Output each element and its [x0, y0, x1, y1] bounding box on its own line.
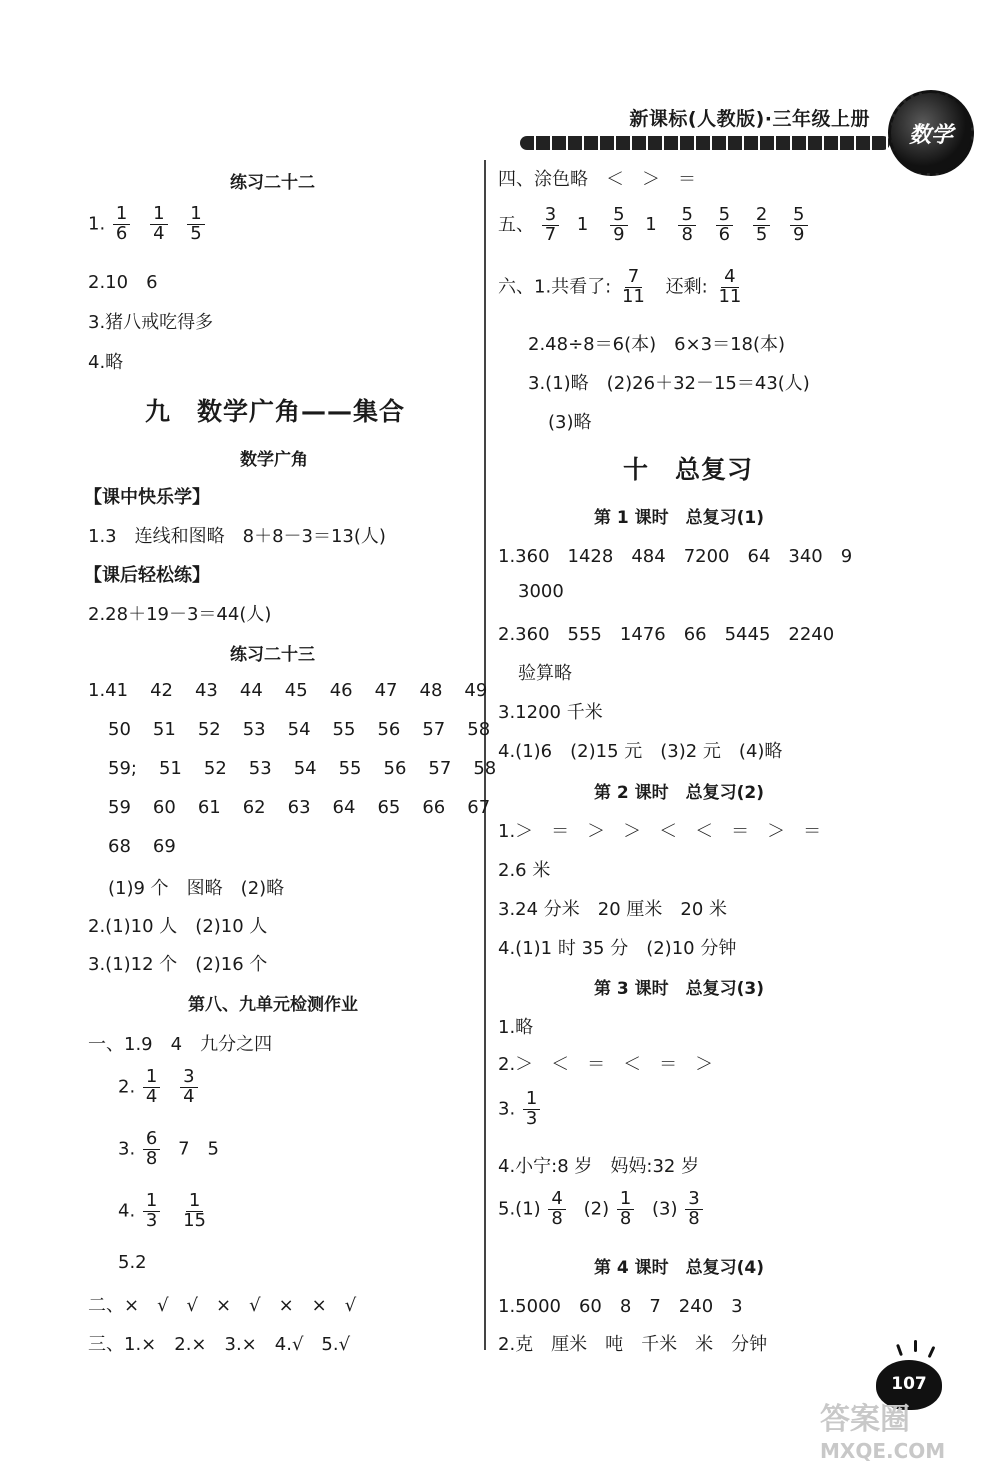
- numerator: 2: [753, 206, 770, 226]
- number-cell: 53: [242, 719, 266, 740]
- fraction: [790, 206, 807, 245]
- denominator: 8: [551, 1207, 563, 1229]
- fraction: [716, 206, 733, 245]
- test-part1-line-1: 一、1.9 4 九分之四: [88, 1034, 273, 1055]
- lesson-1-title: 第 1 课时 总复习(1): [594, 508, 765, 528]
- number-cell: 54: [287, 719, 311, 740]
- number-cell: 68: [108, 836, 131, 857]
- lesson2-line-4: 4.(1)1 时 35 分 (2)10 分钟: [498, 938, 737, 959]
- line-prefix: 六、1.共看了:: [498, 276, 612, 298]
- number-cell: 55: [332, 719, 356, 740]
- fraction: [150, 205, 167, 244]
- numerator: 1: [113, 205, 130, 225]
- number-cell: 49: [464, 680, 488, 701]
- line-prefix: 3.: [118, 1138, 136, 1160]
- number-cell: 56: [383, 758, 407, 779]
- ex22-line-1: [88, 205, 217, 244]
- fraction: [619, 268, 648, 307]
- numerator: 1: [523, 1090, 540, 1110]
- fraction: [143, 1068, 160, 1107]
- after-class-label: 【课后轻松练】: [84, 565, 210, 586]
- part6-line-2: 2.48÷8＝6(本) 6×3＝18(本): [528, 334, 786, 355]
- denominator: 5: [190, 222, 202, 244]
- part4-line: 四、涂色略 ＜ ＞ ＝: [498, 169, 696, 190]
- watermark: [820, 1402, 995, 1463]
- number-cell: 1: [645, 214, 657, 236]
- part6-line-3: 3.(1)略 (2)26＋32－15＝43(人): [528, 373, 810, 394]
- ray-mark: [914, 1340, 917, 1352]
- fraction: [610, 206, 627, 245]
- lesson1-line-2b: 验算略: [518, 663, 572, 684]
- number-cell: 59: [108, 797, 131, 818]
- denominator: 3: [525, 1107, 538, 1129]
- test-part2: 二、× √ √ × √ × × √: [88, 1295, 357, 1316]
- fraction: [187, 205, 204, 244]
- denominator: 8: [145, 1147, 158, 1169]
- numerator: 6: [143, 1130, 160, 1150]
- denominator: 8: [681, 223, 693, 245]
- fraction: [143, 1130, 160, 1169]
- number-cell: 60: [152, 797, 176, 818]
- numerator: 3: [180, 1068, 197, 1088]
- lesson3-line-2: 2.＞ ＜ ＝ ＜ ＝ ＞: [498, 1054, 714, 1075]
- denominator: 5: [755, 223, 768, 245]
- number-cell: 67: [467, 797, 491, 818]
- numerator: 1: [186, 1192, 203, 1212]
- section-title-unit-test: 第八、九单元检测作业: [188, 995, 358, 1015]
- line-prefix: (2): [583, 1198, 610, 1220]
- number-cell: 53: [248, 758, 272, 779]
- lesson3-line-3: [498, 1090, 552, 1129]
- number-cell: 42: [150, 680, 173, 701]
- number-cell: 51: [158, 758, 182, 779]
- lesson3-line-4: 4.小宁:8 岁 妈妈:32 岁: [498, 1156, 700, 1177]
- numerator: 7: [625, 268, 642, 288]
- denominator: 11: [718, 285, 742, 307]
- denominator: 7: [544, 223, 557, 245]
- denominator: 4: [145, 1085, 158, 1107]
- fraction: [548, 1190, 565, 1229]
- ex23-line-2: 2.(1)10 人 (2)10 人: [88, 916, 268, 937]
- numerator: 4: [721, 268, 738, 288]
- lesson-3-title: 第 3 课时 总复习(3): [594, 979, 765, 999]
- numerator: 3: [542, 206, 559, 226]
- number-cell: 43: [194, 680, 218, 701]
- number-cell: 1: [576, 214, 589, 236]
- test-part1-line-4: [118, 1192, 221, 1231]
- numerator: 1: [150, 205, 167, 225]
- fraction: [715, 268, 744, 307]
- number-cell: 59;: [108, 758, 137, 779]
- line-mid: 还剩:: [665, 276, 708, 298]
- number-cell: 50: [108, 719, 131, 740]
- lesson2-line-3: 3.24 分米 20 厘米 20 米: [498, 899, 728, 920]
- ex23-row-1: [88, 680, 509, 701]
- ex23-row-3: [108, 758, 518, 779]
- lesson1-line-1b: 3000: [518, 581, 564, 602]
- subject-badge-label: 数学: [908, 122, 953, 148]
- in-class-line-1: 1.3 连线和图略 8＋8－3＝13(人): [88, 526, 386, 547]
- ex22-line-3: 3.猪八戒吃得多: [88, 312, 214, 333]
- test-part1-line-3: [118, 1130, 219, 1169]
- numerator: 5: [716, 206, 733, 226]
- fraction: [523, 1090, 540, 1129]
- part6-line-3b: (3)略: [548, 412, 592, 433]
- number-cell: 58: [473, 758, 497, 779]
- unit-9-title: 九 数学广角——集合: [145, 397, 406, 426]
- number-cell: 44: [239, 680, 263, 701]
- number-cell: 57: [428, 758, 452, 779]
- lesson3-line-1: 1.略: [498, 1017, 534, 1038]
- number-cell: 57: [422, 719, 446, 740]
- section-title-math-square: 数学广角: [240, 450, 308, 470]
- lesson-2-title: 第 2 课时 总复习(2): [594, 783, 765, 803]
- denominator: 8: [688, 1207, 700, 1229]
- ex23-row-2: [108, 719, 512, 740]
- section-title-exercise-22: 练习二十二: [230, 173, 315, 193]
- numerator: 4: [548, 1190, 565, 1210]
- number-cell: 1.41: [88, 680, 129, 701]
- test-part1-line-2: [118, 1068, 210, 1107]
- ex22-line-4: 4.略: [88, 352, 124, 373]
- fraction: [617, 1190, 634, 1229]
- number-cell: 52: [203, 758, 227, 779]
- in-class-label: 【课中快乐学】: [84, 487, 210, 508]
- ex23-row-4: [108, 797, 512, 818]
- number-cell: 47: [374, 680, 398, 701]
- number-cell: 63: [287, 797, 311, 818]
- denominator: 6: [718, 223, 731, 245]
- line-prefix: 1.: [88, 213, 106, 235]
- numerator: 5: [610, 206, 627, 226]
- numerator: 1: [617, 1190, 634, 1210]
- fraction: [143, 1192, 160, 1231]
- fraction: [685, 1190, 702, 1229]
- ray-mark: [896, 1344, 903, 1356]
- test-part3: 三、1.× 2.× 3.× 4.√ 5.√: [88, 1334, 351, 1355]
- numerator: 1: [187, 205, 204, 225]
- lesson1-line-4: 4.(1)6 (2)15 元 (3)2 元 (4)略: [498, 741, 783, 762]
- watermark-main: 答案圈: [820, 1402, 910, 1437]
- denominator: 4: [183, 1085, 195, 1107]
- numerator: 5: [790, 206, 807, 226]
- ray-mark: [928, 1346, 936, 1358]
- line-prefix: 2.: [118, 1076, 136, 1098]
- fraction: [753, 206, 770, 245]
- fraction: [678, 206, 695, 245]
- number-cell: 54: [293, 758, 317, 779]
- lesson1-line-1: 1.360 1428 484 7200 64 340 9: [498, 546, 853, 567]
- number-cell: 64: [332, 797, 356, 818]
- lesson-4-title: 第 4 课时 总复习(4): [594, 1258, 765, 1278]
- ex23-row-5: [108, 836, 198, 857]
- after-class-line-2: 2.28＋19－3＝44(人): [88, 604, 272, 625]
- column-divider: [484, 160, 486, 1350]
- number-cell: 62: [242, 797, 266, 818]
- line-prefix: 3.: [498, 1098, 516, 1120]
- number-cell: 61: [197, 797, 221, 818]
- page-number: 107: [891, 1374, 927, 1394]
- denominator: 9: [613, 223, 625, 245]
- section-title-exercise-23: 练习二十三: [230, 645, 315, 665]
- number-cell: 58: [467, 719, 491, 740]
- denominator: 6: [115, 222, 128, 244]
- denominator: 3: [145, 1209, 158, 1231]
- number-cell: 52: [197, 719, 221, 740]
- number-cell: 56: [377, 719, 401, 740]
- ex23-row-6: (1)9 个 图略 (2)略: [108, 878, 285, 899]
- lesson2-line-1: 1.＞ ＝ ＞ ＞ ＜ ＜ ＝ ＞ ＝: [498, 821, 822, 842]
- denominator: 8: [619, 1207, 632, 1229]
- number-cell: 45: [284, 680, 308, 701]
- lesson1-line-2: 2.360 555 1476 66 5445 2240: [498, 624, 835, 645]
- number-cell: 66: [422, 797, 446, 818]
- fraction: [113, 205, 130, 244]
- fraction: [180, 1192, 209, 1231]
- line-prefix: 4.: [118, 1200, 136, 1222]
- numerator: 3: [685, 1190, 702, 1210]
- line-prefix: (3): [652, 1198, 678, 1220]
- test-part1-line-5: 5.2: [118, 1252, 147, 1273]
- number-cell: 51: [152, 719, 176, 740]
- numerator: 1: [143, 1192, 160, 1212]
- numerator: 5: [678, 206, 695, 226]
- part6-line-1: [498, 268, 756, 307]
- line-rest: 7 5: [178, 1138, 220, 1160]
- watermark-url: MXQE.COM: [820, 1439, 946, 1463]
- fraction: [180, 1068, 197, 1107]
- denominator: 9: [793, 223, 805, 245]
- ex22-line-2: 2.10 6: [88, 272, 158, 293]
- unit-10-title: 十 总复习: [623, 455, 754, 484]
- number-cell: 69: [152, 836, 176, 857]
- lesson1-line-3: 3.1200 千米: [498, 702, 603, 723]
- line-prefix: 5.(1): [498, 1198, 541, 1220]
- denominator: 15: [183, 1209, 207, 1231]
- number-cell: 46: [329, 680, 353, 701]
- number-cell: 55: [338, 758, 362, 779]
- lesson4-line-1: 1.5000 60 8 7 240 3: [498, 1296, 743, 1317]
- ex23-line-3: 3.(1)12 个 (2)16 个: [88, 954, 268, 975]
- numerator: 1: [143, 1068, 160, 1088]
- lesson4-line-2: 2.克 厘米 吨 千米 米 分钟: [498, 1334, 768, 1355]
- denominator: 11: [621, 285, 645, 307]
- subject-badge-icon: [888, 90, 974, 176]
- number-cell: 48: [419, 680, 443, 701]
- lesson3-line-5: [498, 1190, 715, 1229]
- lesson2-line-2: 2.6 米: [498, 860, 551, 881]
- fraction: [542, 206, 559, 245]
- line-prefix: 五、: [498, 214, 534, 236]
- part5-line: [498, 206, 820, 245]
- header-title: 新课标(人教版)·三年级上册: [629, 108, 870, 130]
- denominator: 4: [153, 222, 165, 244]
- header-decorative-bar: [520, 136, 890, 150]
- number-cell: 65: [377, 797, 401, 818]
